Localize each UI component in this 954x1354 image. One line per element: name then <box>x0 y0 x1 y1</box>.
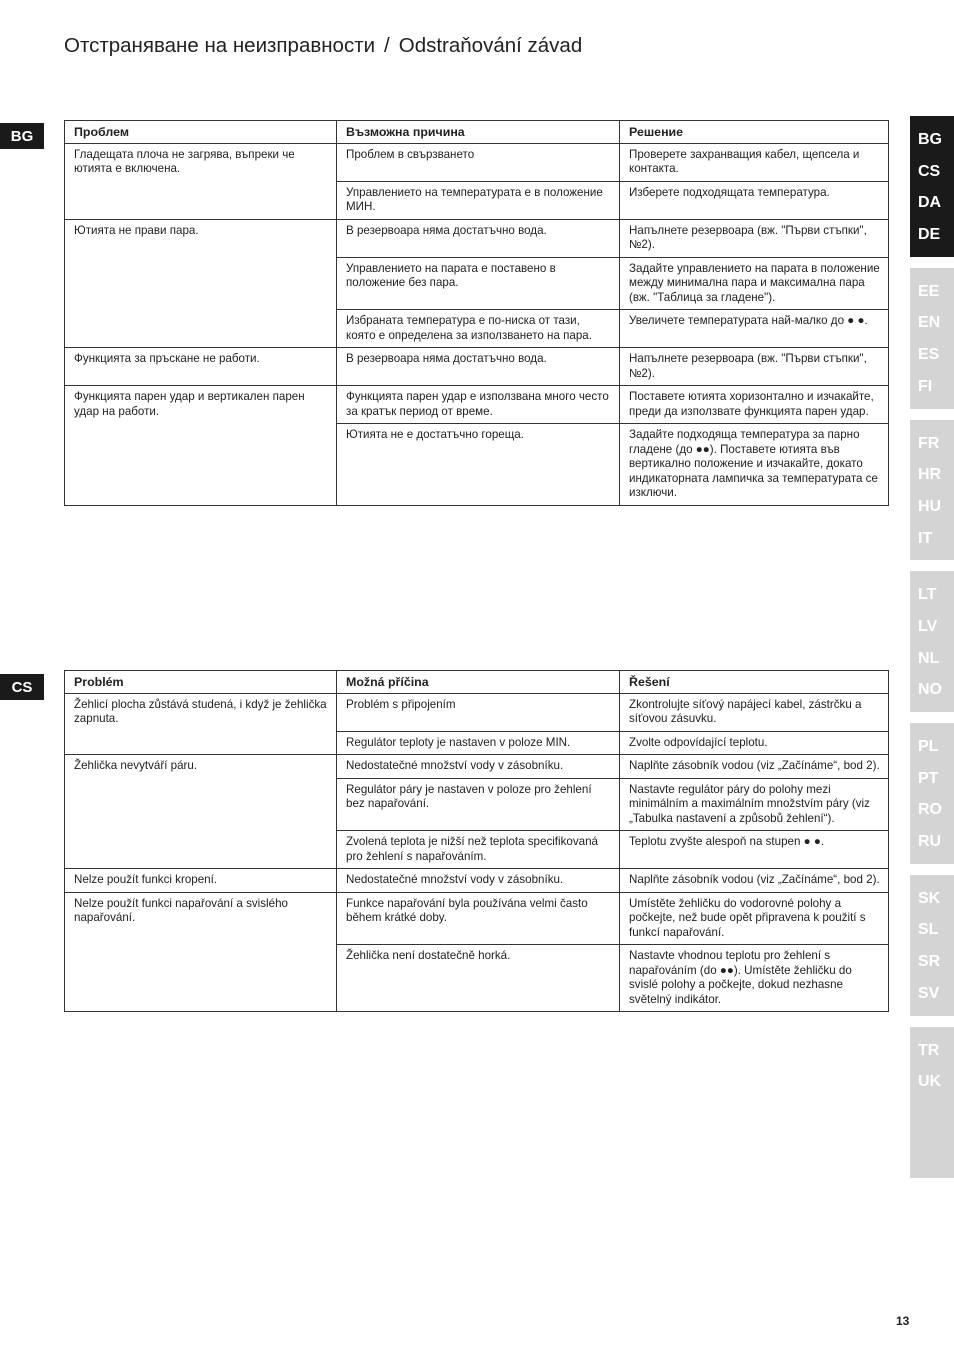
cause-cell: Regulátor páry je nastaven v poloze pro žehlení bez napařování. <box>337 778 620 831</box>
language-tab-ro[interactable]: RO <box>918 801 942 819</box>
page-number: 13 <box>896 1314 910 1328</box>
solution-cell: Увеличете температурата най-малко до ● ●. <box>620 310 889 348</box>
solution-cell: Nastavte vhodnou teplotu pro žehlení s napařováním (do ●●). Umístěte žehličku do svislé polohy a počkejte, dokud nezhasne světelný indikátor. <box>620 945 889 1012</box>
page-title <box>64 34 582 58</box>
problem-cell: Žehlička nevytváří páru. <box>65 755 337 869</box>
solution-cell: Напълнете резервоара (вж. "Първи стъпки", №2). <box>620 219 889 257</box>
problem-cell: Nelze použít funkci napařování a svislého napařování. <box>65 892 337 1012</box>
table-row <box>65 219 889 257</box>
solution-cell: Naplňte zásobník vodou (viz „Začínáme“, bod 2). <box>620 869 889 893</box>
header-solution: Řešení <box>620 671 889 694</box>
page-title-bg: Отстраняване на неизправности <box>64 34 376 57</box>
section-badge-cs: CS <box>0 674 44 700</box>
language-tab-pt[interactable]: PT <box>918 769 939 787</box>
troubleshooting-table-cs <box>64 670 889 1012</box>
solution-cell: Teplotu zvyšte alespoň na stupen ● ●. <box>620 831 889 869</box>
cause-cell: Regulátor teploty je nastaven v poloze MIN. <box>337 731 620 755</box>
header-solution: Решение <box>620 121 889 144</box>
troubleshooting-table-bg <box>64 120 889 506</box>
solution-cell: Задайте подходяща температура за парно гладене (до ●●). Поставете ютията във вертикално положение и изчакайте, докато индикаторната лампичка за температурата се изключи. <box>620 424 889 506</box>
problem-cell: Ютията не прави пара. <box>65 219 337 348</box>
table-row <box>65 348 889 386</box>
table-header-row <box>65 671 889 694</box>
language-group <box>910 875 954 1016</box>
solution-cell: Naplňte zásobník vodou (viz „Začínáme“, bod 2). <box>620 755 889 779</box>
solution-cell: Umístěte žehličku do vodorovné polohy a počkejte, než bude opět připravena k použití s funkcí napařování. <box>620 892 889 945</box>
language-tab-pl[interactable]: PL <box>918 738 939 755</box>
header-problem: Проблем <box>65 121 337 144</box>
language-tab-lt[interactable]: LT <box>918 586 937 604</box>
language-tab-ru[interactable]: RU <box>918 833 942 851</box>
cause-cell: В резервоара няма достатъчно вода. <box>337 348 620 386</box>
problem-cell: Функцията за пръскане не работи. <box>65 348 337 386</box>
language-tab-sr[interactable]: SR <box>918 953 941 971</box>
language-tab-sl[interactable]: SL <box>918 921 939 939</box>
language-tab-hu[interactable]: HU <box>918 497 942 515</box>
language-tab-cs[interactable]: CS <box>918 162 941 180</box>
cause-cell: Nedostatečné množství vody v zásobníku. <box>337 869 620 893</box>
table-header-row <box>65 121 889 144</box>
language-tab-hr[interactable]: HR <box>918 466 942 484</box>
language-tab-sv[interactable]: SV <box>918 984 940 1002</box>
header-problem: Problém <box>65 671 337 694</box>
solution-cell: Изберете подходящата температура. <box>620 181 889 219</box>
table-row <box>65 892 889 945</box>
language-tab-bg[interactable]: BG <box>918 131 942 148</box>
language-tab-de[interactable]: DE <box>918 226 941 244</box>
cause-cell: Žehlička není dostatečně horká. <box>337 945 620 1012</box>
solution-cell: Zkontrolujte síťový napájecí kabel, zástrčku a síťovou zásuvku. <box>620 693 889 731</box>
table-row <box>65 386 889 424</box>
cause-cell: Проблем в свързването <box>337 143 620 181</box>
solution-cell: Задайте управлението на парата в положение между минимална пара и максимална пара (вж. "Таблица за гладене"). <box>620 257 889 310</box>
language-tab-ee[interactable]: EE <box>918 282 940 300</box>
cause-cell: В резервоара няма достатъчно вода. <box>337 219 620 257</box>
section-badge-bg: BG <box>0 123 44 149</box>
table-row <box>65 869 889 893</box>
language-tab-nl[interactable]: NL <box>918 649 940 667</box>
language-tab-sk[interactable]: SK <box>918 889 941 907</box>
language-group <box>910 1027 954 1178</box>
language-tab-fi[interactable]: FI <box>918 377 933 395</box>
language-tab-lv[interactable]: LV <box>918 617 938 635</box>
language-tab-es[interactable]: ES <box>918 346 940 364</box>
language-group <box>910 420 954 561</box>
language-tab-uk[interactable]: UK <box>918 1073 942 1091</box>
solution-cell: Напълнете резервоара (вж. "Първи стъпки", №2). <box>620 348 889 386</box>
solution-cell: Поставете ютията хоризонтално и изчакайте, преди да използвате функцията парен удар. <box>620 386 889 424</box>
cause-cell: Управлението на температурата е в положение МИН. <box>337 181 620 219</box>
cause-cell: Функцията парен удар е използвана много често за кратък период от време. <box>337 386 620 424</box>
cause-cell: Управлението на парата е поставено в положение без пара. <box>337 257 620 310</box>
language-group <box>910 268 954 409</box>
cause-cell: Nedostatečné množství vody v zásobníku. <box>337 755 620 779</box>
solution-cell: Zvolte odpovídající teplotu. <box>620 731 889 755</box>
language-sidebar <box>910 116 954 1178</box>
cause-cell: Problém s připojením <box>337 693 620 731</box>
language-group <box>910 723 954 864</box>
page-title-cs: Odstraňování závad <box>398 34 583 57</box>
cause-cell: Zvolená teplota je nižší než teplota specifikovaná pro žehlení s napařováním. <box>337 831 620 869</box>
problem-cell: Nelze použít funkci kropení. <box>65 869 337 893</box>
problem-cell: Гладещата плоча не загрява, въпреки че ютията е включена. <box>65 143 337 219</box>
header-cause: Възможна причина <box>337 121 620 144</box>
language-group <box>910 571 954 712</box>
table-row <box>65 755 889 779</box>
language-tab-fr[interactable]: FR <box>918 434 940 452</box>
solution-cell: Nastavte regulátor páry do polohy mezi minimálním a maximálním množstvím páry (viz „Tabulka nastavení a způsobů žehlení“). <box>620 778 889 831</box>
cause-cell: Funkce napařování byla používána velmi často během krátké doby. <box>337 892 620 945</box>
table-row <box>65 693 889 731</box>
language-tab-tr[interactable]: TR <box>918 1041 940 1059</box>
language-group <box>910 116 954 257</box>
problem-cell: Функцията парен удар и вертикален парен удар на работи. <box>65 386 337 506</box>
problem-cell: Žehlicí plocha zůstává studená, i když je žehlička zapnuta. <box>65 693 337 755</box>
language-tab-en[interactable]: EN <box>918 314 941 332</box>
cause-cell: Избраната температура е по-ниска от тази, която е определена за използването на пара. <box>337 310 620 348</box>
language-tab-da[interactable]: DA <box>918 194 942 212</box>
table-row <box>65 143 889 181</box>
title-separator: / <box>384 34 390 57</box>
header-cause: Možná příčina <box>337 671 620 694</box>
solution-cell: Проверете захранващия кабел, щепсела и контакта. <box>620 143 889 181</box>
language-tab-no[interactable]: NO <box>918 681 942 699</box>
cause-cell: Ютията не е достатъчно гореща. <box>337 424 620 506</box>
language-tab-it[interactable]: IT <box>918 529 933 547</box>
